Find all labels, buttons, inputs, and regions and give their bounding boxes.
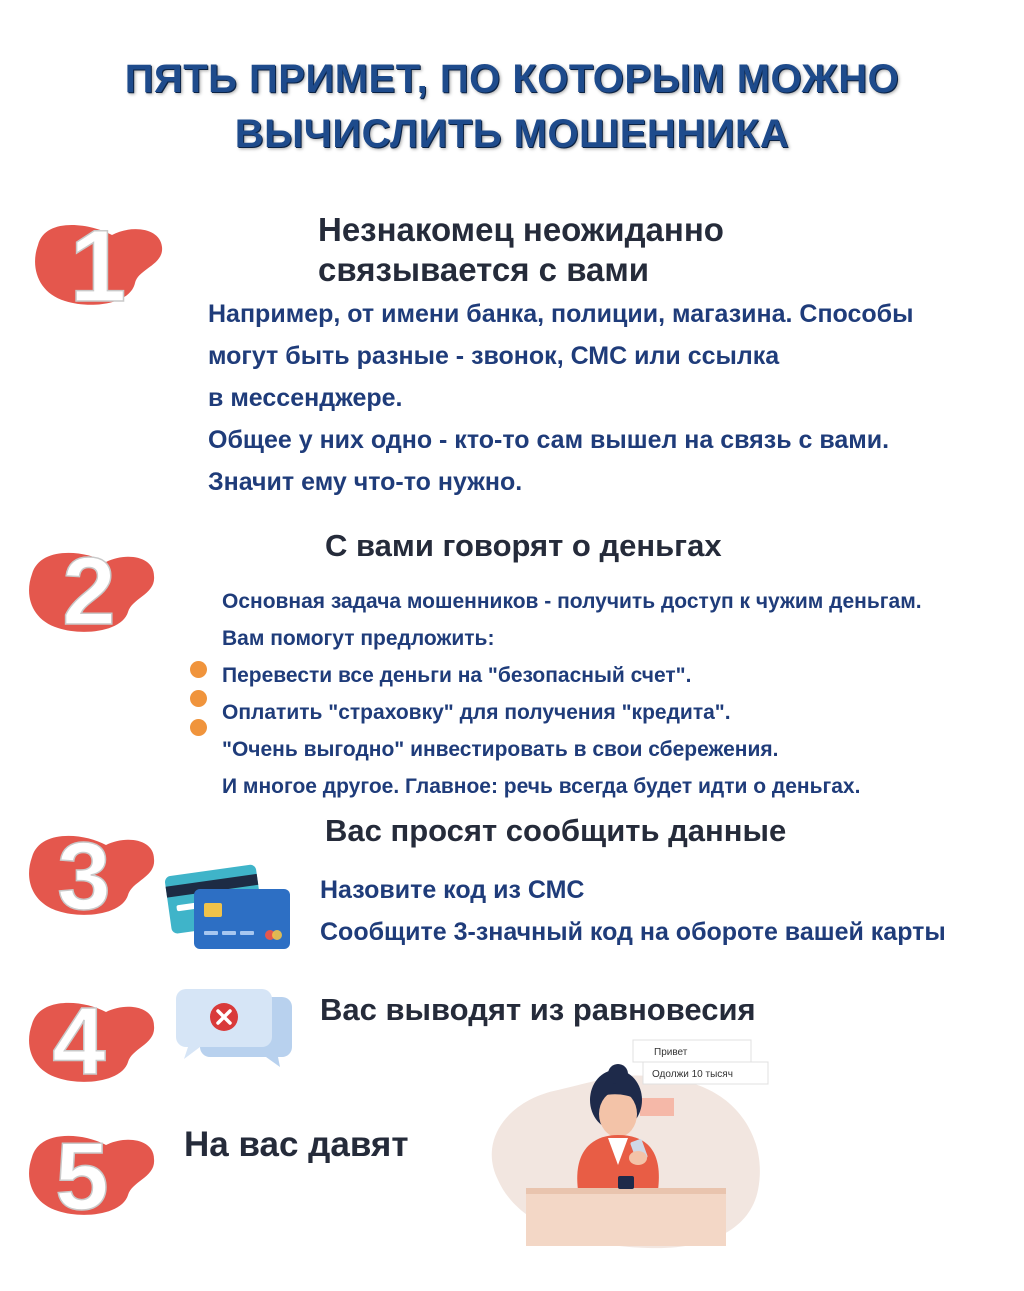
item-2-heading-line: С вами говорят о деньгах [325,528,722,563]
item-2-body-line: Оплатить "страховку" для получения "кредита". [222,701,731,724]
bullet-dot [190,719,207,736]
number-badge-1 [20,205,170,315]
item-3-heading-line: Вас просят сообщить данные [325,813,787,848]
item-4-heading [320,991,756,1029]
bullet-dot [190,661,207,678]
chat-bubble [633,1040,751,1062]
item-2-heading [325,527,722,565]
item-1-body-line: Значит ему что-то нужно. [208,468,523,496]
item-2-body-line: Перевести все деньги на "безопасный счет". [222,664,692,687]
page-title [0,52,1024,162]
chat-bubble-text: Одолжи 10 тысяч [652,1069,733,1080]
number-1-label: 1 [69,209,127,315]
number-2-label: 2 [62,538,116,642]
item-1-heading-line: связывается с вами [318,251,650,288]
item-1-body-line: Общее у них одно - кто-то сам вышел на связь с вами. [208,426,890,454]
item-3-body-line: Назовите код из СМС [320,876,585,904]
number-3-label: 3 [57,823,111,925]
number-badge-4 [14,982,164,1092]
item-1-heading-line: Незнакомец неожиданно [318,211,724,248]
bullet-dot [190,690,207,707]
title-line-2: ВЫЧИСЛИТЬ МОШЕННИКА [234,112,790,156]
bank-cards-icon [162,855,297,955]
item-2-body [222,583,922,805]
item-1-heading [318,210,724,290]
item-2-body-line: И многое другое. Главное: речь всегда будет идти о деньгах. [222,775,861,798]
item-3-heading [325,812,786,850]
woman-with-phone-illustration [468,1030,788,1255]
number-4-label: 4 [52,988,106,1092]
number-badge-5 [14,1115,164,1225]
item-1-body [208,293,913,503]
number-5-label: 5 [55,1123,109,1225]
item-2-body-line: "Очень выгодно" инвестировать в свои сбережения. [222,738,779,761]
item-5-heading [184,1124,408,1166]
title-line-1: ПЯТЬ ПРИМЕТ, ПО КОТОРЫМ МОЖНО [124,57,900,101]
chat-error-icon [170,983,295,1068]
item-3-body-line: Сообщите 3-значный код на обороте вашей карты [320,918,946,946]
item-1-body-line: Например, от имени банка, полиции, магазина. Способы [208,300,914,328]
item-3-body [320,869,946,953]
item-5-heading-line: На вас давят [184,1125,409,1164]
number-badge-3 [14,815,164,925]
item-2-body-line: Основная задача мошенников - получить доступ к чужим деньгам. [222,590,922,613]
item-2-body-line: Вам помогут предложить: [222,627,495,650]
chat-bubble-text: Привет [654,1047,688,1058]
item-1-body-line: в мессенджере. [208,384,403,412]
item-4-heading-line: Вас выводят из равновесия [320,992,756,1027]
number-badge-2 [14,532,164,642]
item-1-body-line: могут быть разные - звонок, СМС или ссылка [208,342,780,370]
